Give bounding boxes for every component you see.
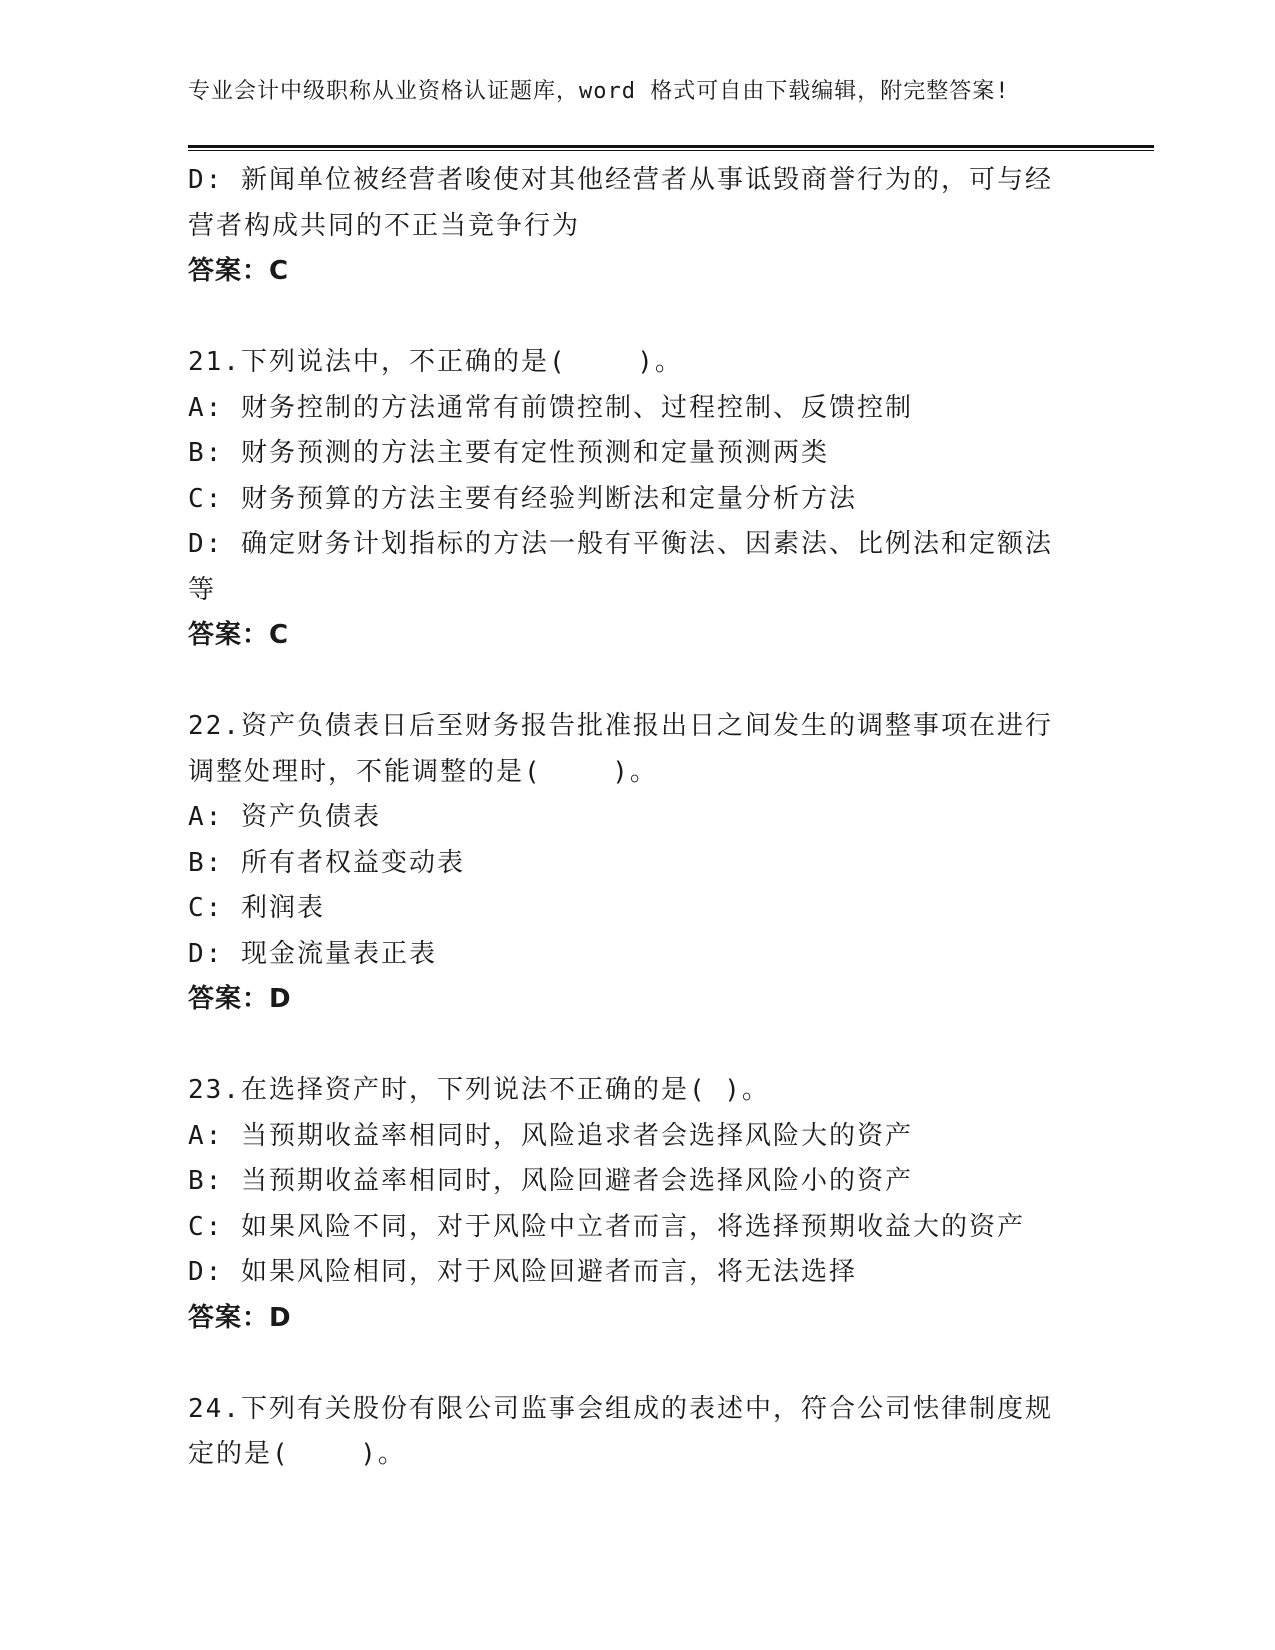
question-stem: 22.资产负债表日后至财务报告批准报出日之间发生的调整事项在进行 <box>188 711 1053 741</box>
option-c: C: 如果风险不同，对于风险中立者而言，将选择预期收益大的资产 <box>188 1211 1025 1242</box>
question-block <box>188 704 1088 1023</box>
answer-line: 答案：C <box>188 620 290 650</box>
option-a: A: 财务控制的方法通常有前馈控制、过程控制、反馈控制 <box>188 392 913 423</box>
option-d: D: 如果风险相同，对于风险回避者而言，将无法选择 <box>188 1257 857 1287</box>
option-c: C: 财务预算的方法主要有经验判断法和定量分析方法 <box>188 483 857 514</box>
option-a: A: 当预期收益率相同时，风险追求者会选择风险大的资产 <box>188 1120 913 1151</box>
text-line: 营者构成共同的不正当竞争行为 <box>188 210 581 241</box>
question-stem-continued: 调整处理时，不能调整的是( )。 <box>188 756 658 787</box>
text-line: D: 新闻单位被经营者唆使对其他经营者从事诋毁商誉行为的，可与经 <box>188 165 1053 195</box>
page-header: 专业会计中级职称从业资格认证题库，word 格式可自由下载编辑，附完整答案! <box>188 79 1010 104</box>
option-d: D: 现金流量表正表 <box>188 938 437 969</box>
option-d: D: 确定财务计划指标的方法一般有平衡法、因素法、比例法和定额法 <box>188 529 1053 559</box>
answer-line: 答案：D <box>188 984 292 1014</box>
question-block <box>188 1387 1088 1478</box>
question-stem-continued: 定的是( )。 <box>188 1439 406 1469</box>
question-block <box>188 158 1088 295</box>
question-stem: 23.在选择资产时，下列说法不正确的是( )。 <box>188 1075 770 1105</box>
option-c: C: 利润表 <box>188 893 325 923</box>
question-list <box>188 158 1088 1478</box>
question-stem: 24.下列有关股份有限公司监事会组成的表述中，符合公司怯律制度规 <box>188 1393 1053 1424</box>
option-d-continued: 等 <box>188 574 217 605</box>
question-block <box>188 1068 1088 1341</box>
option-b: B: 所有者权益变动表 <box>188 847 465 878</box>
option-a: A: 资产负债表 <box>188 802 381 832</box>
question-block <box>188 340 1088 659</box>
header-divider <box>188 145 1154 151</box>
answer-line: 答案：D <box>188 1302 292 1333</box>
option-b: B: 财务预测的方法主要有定性预测和定量预测两类 <box>188 438 829 468</box>
option-b: B: 当预期收益率相同时，风险回避者会选择风险小的资产 <box>188 1166 913 1196</box>
answer-line: 答案：C <box>188 256 290 286</box>
question-stem: 21.下列说法中，不正确的是( )。 <box>188 347 683 377</box>
